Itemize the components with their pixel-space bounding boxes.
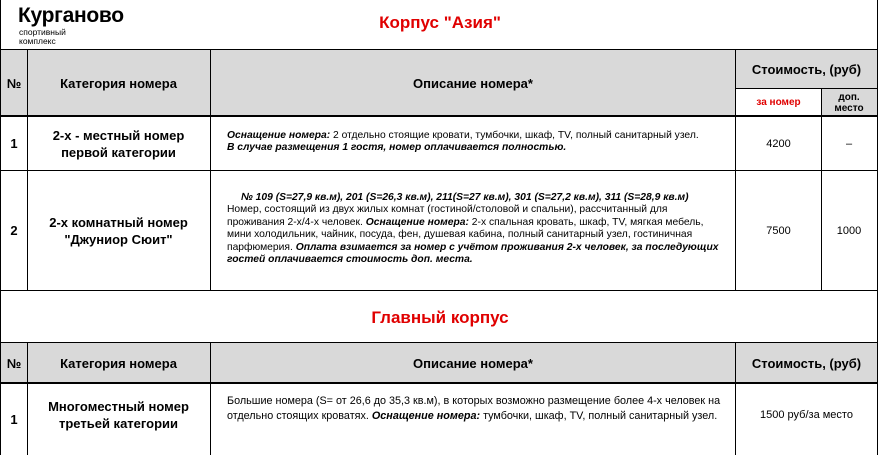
- grid-line: [27, 342, 28, 455]
- category-line1: Многоместный номер: [48, 398, 189, 414]
- row-extra-price: 1000: [836, 224, 862, 237]
- row-category: [27, 171, 210, 290]
- logo-subtitle-line2: комплекс: [19, 36, 56, 46]
- desc-note: В случае размещения 1 гостя, номер оплачивается полностью.: [227, 142, 567, 154]
- header-category: Категория номера: [60, 75, 177, 91]
- header-per-room: за номер: [756, 97, 801, 108]
- row-extra-price: –: [845, 137, 853, 150]
- category-line2: третьей категории: [59, 415, 178, 431]
- desc-text: 2 отдельно стоящие кровати, тумбочки, шкаф, TV, полный санитарный узел.: [330, 130, 699, 141]
- grid-line: [735, 49, 736, 290]
- header-extra-place: [821, 89, 877, 116]
- grid-line: [821, 88, 822, 290]
- grid-line: [210, 342, 211, 455]
- grid-line: [0, 0, 1, 455]
- header-cost: Стоимость, (руб): [751, 62, 862, 77]
- grid-line: [0, 290, 878, 291]
- header-num: №: [6, 75, 22, 91]
- logo-subtitle-line1: спортивный: [19, 27, 66, 37]
- header-category: Категория номера: [60, 355, 177, 371]
- header-extra-line2: место: [834, 102, 864, 114]
- grid-line: [0, 170, 878, 171]
- desc-label: Оснащение номера:: [365, 216, 469, 228]
- row-category: [27, 116, 210, 171]
- category-line2: первой категории: [61, 144, 176, 160]
- desc-payment-note: Оплата взимается за номер с учётом проживания 2-х человек, за последующих гостей оплачивается стоимость доп. места.: [227, 241, 719, 266]
- desc-equipment: 2-х спальная кровать, шкаф, TV, мягкая мебель, мини холодильник, чайник, посуда, фен, душевая кабина, полный санитарный узел, гостиничная парфюмерия.: [227, 216, 704, 253]
- header-cost: Стоимость, (руб): [751, 355, 862, 371]
- row-num: 2: [10, 223, 18, 238]
- grid-line: [27, 49, 28, 290]
- desc-text: Большие номера (S= от 26,6 до 35,3 кв.м), в которых возможно размещение более 4-х человек на отдельно стоящих кроватях.: [227, 395, 721, 422]
- grid-line: [210, 49, 211, 290]
- category-line2: "Джуниор Сюит": [64, 231, 173, 247]
- grid-line: [0, 49, 878, 50]
- desc-text: Номер, состоящий из двух жилых комнат (гостиной/столовой и спальни), рассчитанный для проживания 2-х/4-х человек.: [227, 204, 668, 228]
- logo-subtitle: [19, 28, 66, 46]
- grid-line: [735, 342, 736, 455]
- grid-line: [736, 88, 877, 89]
- section-title-main: Главный корпус: [371, 308, 509, 327]
- row-category: [27, 383, 210, 446]
- row-description: [227, 192, 719, 266]
- header-num: №: [6, 355, 22, 371]
- grid-line: [0, 342, 878, 343]
- category-line1: 2-х - местный номер: [52, 127, 185, 143]
- desc-label: Оснащение номера:: [371, 409, 481, 422]
- row-price: 1500 руб/за место: [760, 408, 853, 421]
- grid-line: [877, 0, 878, 455]
- grid-line: [0, 115, 878, 117]
- desc-equipment: тумбочки, шкаф, TV, полный санитарный узел.: [480, 409, 718, 422]
- desc-room-numbers: № 109 (S=27,9 кв.м), 201 (S=26,3 кв.м), 211(S=27 кв.м), 301 (S=27,2 кв.м), 311 (S=28,9 кв.м): [241, 192, 689, 203]
- section-title-asia: Корпус "Азия": [379, 13, 501, 32]
- logo-title: Курганово: [18, 4, 124, 27]
- desc-label: Оснащение номера:: [227, 130, 331, 141]
- grid-line: [0, 382, 878, 384]
- header-extra-line1: доп.: [838, 91, 860, 103]
- row-price: 7500: [766, 224, 791, 237]
- row-description: [227, 394, 732, 423]
- row-description: [227, 130, 732, 155]
- header-description: Описание номера*: [413, 75, 533, 91]
- category-line1: 2-х комнатный номер: [49, 214, 188, 230]
- row-price: 4200: [766, 137, 791, 150]
- row-num: 1: [10, 411, 18, 427]
- row-num: 1: [10, 136, 18, 151]
- header-description: Описание номера*: [413, 355, 533, 371]
